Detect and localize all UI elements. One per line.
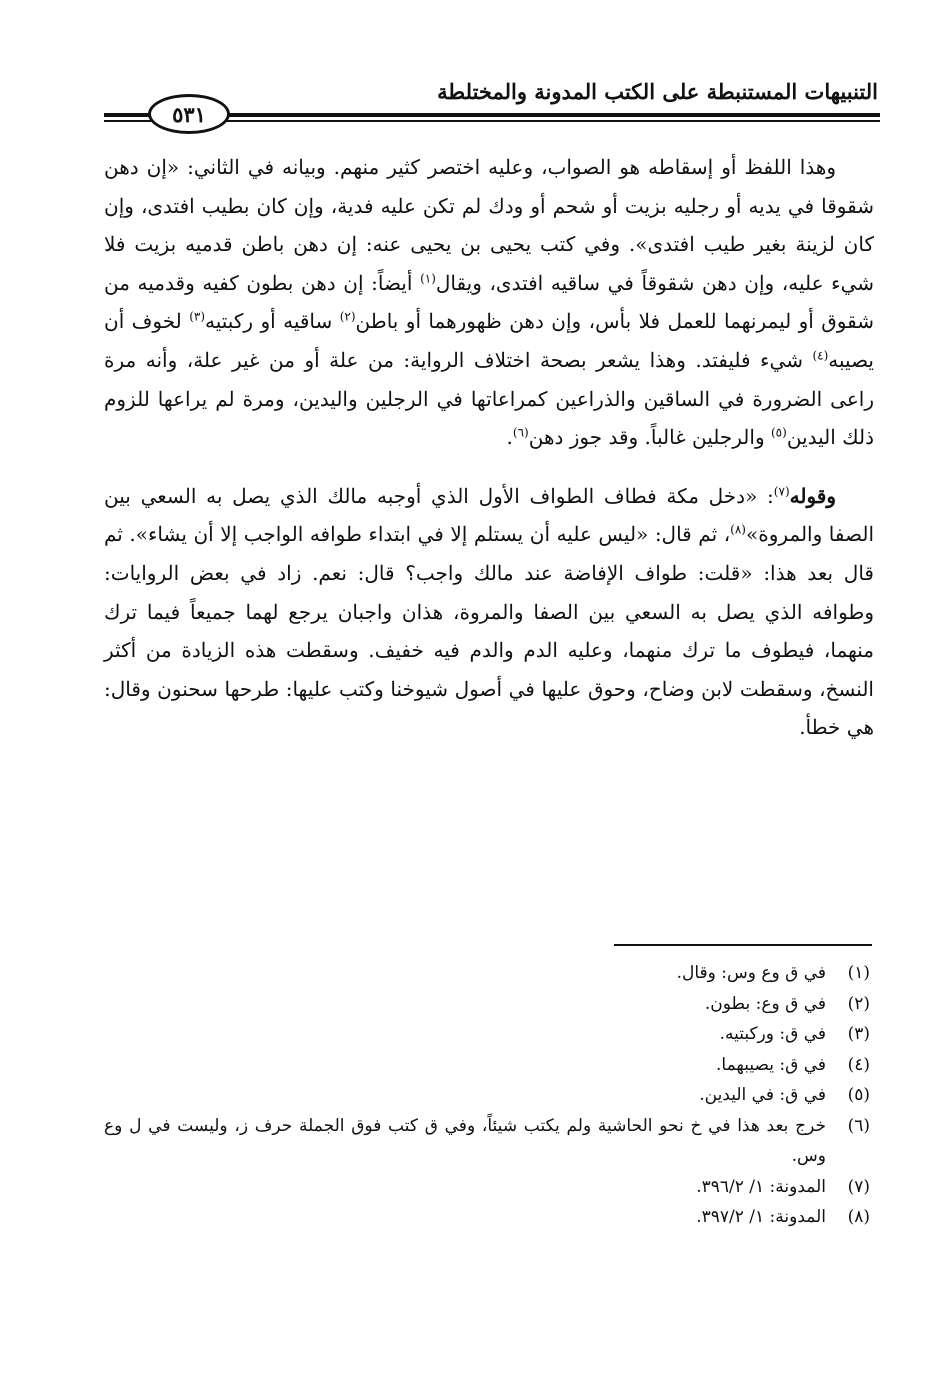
- footnote-text: في ق: وركبتيه.: [719, 1024, 826, 1044]
- footnote-number: (٤): [847, 1054, 870, 1075]
- footnote-ref-5: (٥): [770, 425, 787, 440]
- running-header-title: التنبيهات المستنبطة على الكتب المدونة والمختلطة: [437, 79, 878, 104]
- footnote-number: (١): [847, 963, 870, 983]
- text-run: .: [506, 425, 513, 450]
- footnote-3: [104, 1019, 870, 1050]
- text-run: شيء فليفتد. وهذا يشعر بصحة اختلاف الرواية: من علة أو من غير علة، وأنه مرة راعى الضرورة في الساقين والذراعين كمراعاتها في الرجلين واليدين، ومرة لم يراعها للزوم ذلك اليدين: [104, 347, 874, 450]
- footnote-text: خرج بعد هذا في خ نحو الحاشية ولم يكتب شيئاً، وفي ق كتب فوق الجملة حرف ز، وليست في ل وع وس.: [104, 1115, 826, 1166]
- footnote-text: في ق وع وس: وقال.: [676, 963, 826, 983]
- footnote-ref-6: (٦): [512, 425, 529, 440]
- footnote-text: في ق: في اليدين.: [699, 1085, 826, 1105]
- text-run: ساقيه أو ركبتيه: [205, 309, 340, 334]
- footnote-text: في ق: يصيبهما.: [715, 1054, 826, 1075]
- footnote-number: (٧): [847, 1176, 870, 1197]
- paragraph-2: [104, 477, 874, 747]
- footnote-8: [104, 1202, 870, 1233]
- footnote-ref-7: (٧): [773, 484, 790, 499]
- footnote-5: [104, 1080, 870, 1111]
- footnote-ref-4: (٤): [812, 348, 829, 363]
- text-run: : «دخل مكة فطاف الطواف الأول الذي أوجبه مالك الذي يصل به السعي بين الصفا والمروة»: [104, 483, 875, 547]
- footnote-ref-8: (٨): [730, 522, 746, 537]
- text-run: وهذا اللفظ أو إسقاطه هو الصواب، وعليه اختصر كثير منهم. وبيانه في الثاني: «إن دهن شقوقا في يديه أو رجليه بزيت أو شحم أو ودك لم تكن عليه فدية، وإن كان بطيب افتدى، وإن كان لزينة بغير طيب افتدى». وفي كتب يحيى بن يحيى عنه: إن دهن باطن قدميه بزيت فلا شيء عليه، وإن دهن شقوقاً في ساقيه افتدى، ويقال: [104, 155, 874, 295]
- main-text: [104, 148, 874, 747]
- text-run: أيضاً: إن دهن بطون كفيه وقدميه من شقوق أو ليمرنهما للعمل فلا بأس، وإن دهن ظهورهما أو باطن: [104, 270, 875, 334]
- footnotes: [104, 958, 870, 1233]
- text-run: لخوف أن يصيبه: [104, 309, 874, 372]
- footnote-number: (٢): [847, 993, 870, 1014]
- footnote-number: (٣): [847, 1024, 870, 1044]
- footnote-number: (٥): [847, 1085, 870, 1105]
- footnote-number: (٦): [847, 1115, 870, 1136]
- text-run: والرجلين غالباً. وقد جوز دهن: [528, 425, 771, 450]
- footnote-ref-2: (٢): [339, 309, 356, 324]
- footnote-6: [104, 1111, 870, 1172]
- footnote-4: [104, 1050, 870, 1081]
- footnote-separator: [614, 944, 872, 946]
- paragraph-1: [104, 148, 874, 457]
- footnote-2: [104, 989, 870, 1020]
- footnote-ref-1: (١): [420, 271, 436, 286]
- footnote-7: [104, 1172, 870, 1203]
- footnote-text: المدونة: ١/ ٣٩٦/٢.: [696, 1176, 826, 1197]
- footnote-1: [104, 958, 870, 989]
- lead-word: وقوله: [789, 483, 836, 508]
- footnote-ref-3: (٣): [189, 309, 206, 324]
- text-run: ، ثم قال: «ليس عليه أن يستلم إلا في ابتداء طوافه الواجب إلا أن يشاء». ثم قال بعد هذا: «قلت: طواف الإفاضة عند مالك واجب؟ قال: نعم. زاد في بعض الروايات: وطوافه الذي يصل به السعي بين الصفا والمروة، هذان واجبان يرجع لهما جميعاً فيما ترك منهما، فيطوف ما ترك منهما، وعليه الدم والدم فيه خفيف. وسقطت هذه الزيادة من أكثر النسخ، وسقطت لابن وضاح، وحوق عليها في أصول شيوخنا وكتب عليها: طرحها سحنون وقال: هي خطأ.: [104, 522, 874, 740]
- footnote-text: المدونة: ١/ ٣٩٧/٢.: [696, 1207, 826, 1227]
- footnote-number: (٨): [847, 1207, 870, 1227]
- footnote-text: في ق وع: بطون.: [704, 993, 826, 1014]
- page-number-badge: ٥٣١: [148, 94, 230, 134]
